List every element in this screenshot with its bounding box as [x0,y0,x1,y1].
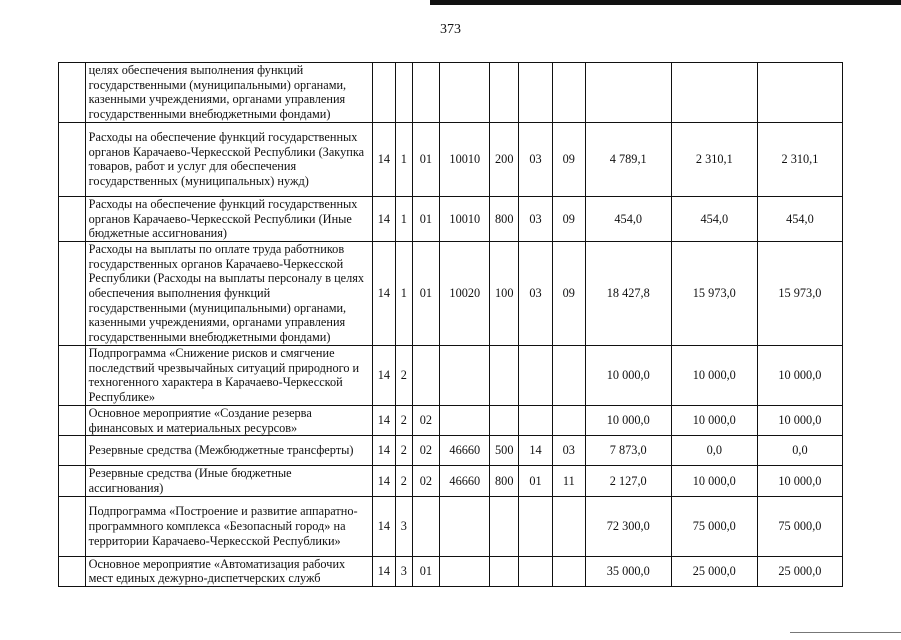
index-cell [59,405,86,435]
index-cell [59,466,86,496]
code-cell [412,496,440,556]
code-cell: 09 [552,241,585,345]
table-row [59,196,843,241]
code-cell [440,556,490,586]
amount-cell: 0,0 [671,436,757,466]
amount-cell [585,63,671,123]
description-cell: Основное мероприятие «Создание резерва финансовых и материальных ресурсов» [85,405,372,435]
table-row [59,496,843,556]
code-cell: 01 [412,196,440,241]
code-cell: 2 [396,436,412,466]
description-cell: Подпрограмма «Снижение рисков и смягчение последствий чрезвычайных ситуаций природного и техногенного характера в Карачаево-Черкесской Республике» [85,345,372,405]
table-row [59,63,843,123]
amount-cell: 25 000,0 [757,556,842,586]
code-cell: 500 [490,436,519,466]
amount-cell: 10 000,0 [671,466,757,496]
code-cell: 2 [396,345,412,405]
code-cell: 14 [372,496,396,556]
description-cell: Расходы на обеспечение функций государственных органов Карачаево-Черкесской Республики (Закупка товаров, работ и услуг для обеспечения государственных (муниципальных) нужд) [85,122,372,196]
code-cell: 14 [372,122,396,196]
code-cell: 03 [519,196,553,241]
code-cell: 46660 [440,436,490,466]
amount-cell: 454,0 [757,196,842,241]
table-row [59,122,843,196]
amount-cell [671,63,757,123]
code-cell: 3 [396,496,412,556]
code-cell [519,63,553,123]
code-cell: 2 [396,466,412,496]
code-cell: 14 [372,556,396,586]
description-cell: Основное мероприятие «Автоматизация рабочих мест единых дежурно-диспетчерских служб [85,556,372,586]
table-row [59,405,843,435]
page-number: 373 [440,22,461,37]
index-cell [59,496,86,556]
table-row [59,556,843,586]
code-cell: 09 [552,122,585,196]
code-cell: 10020 [440,241,490,345]
code-cell [552,496,585,556]
amount-cell: 25 000,0 [671,556,757,586]
code-cell: 1 [396,196,412,241]
description-cell: Резервные средства (Межбюджетные трансферты) [85,436,372,466]
code-cell: 1 [396,241,412,345]
bottom-rule [790,632,901,633]
index-cell [59,436,86,466]
code-cell: 01 [412,122,440,196]
index-cell [59,63,86,123]
code-cell: 11 [552,466,585,496]
amount-cell: 15 973,0 [757,241,842,345]
amount-cell: 72 300,0 [585,496,671,556]
code-cell [412,345,440,405]
table-row [59,466,843,496]
code-cell [490,63,519,123]
code-cell: 10010 [440,196,490,241]
top-rule [430,0,901,5]
budget-table [58,62,843,587]
amount-cell: 454,0 [671,196,757,241]
amount-cell: 10 000,0 [585,405,671,435]
code-cell [440,405,490,435]
code-cell: 14 [372,466,396,496]
code-cell: 03 [519,241,553,345]
amount-cell: 2 127,0 [585,466,671,496]
amount-cell: 75 000,0 [757,496,842,556]
code-cell [552,63,585,123]
code-cell: 800 [490,466,519,496]
code-cell [490,556,519,586]
amount-cell: 35 000,0 [585,556,671,586]
code-cell: 14 [372,241,396,345]
code-cell [519,405,553,435]
table-body [59,63,843,587]
index-cell [59,556,86,586]
amount-cell: 0,0 [757,436,842,466]
code-cell: 200 [490,122,519,196]
index-cell [59,122,86,196]
code-cell [519,556,553,586]
code-cell: 1 [396,122,412,196]
code-cell: 46660 [440,466,490,496]
code-cell [440,345,490,405]
code-cell: 02 [412,436,440,466]
code-cell: 14 [519,436,553,466]
amount-cell: 15 973,0 [671,241,757,345]
code-cell [490,405,519,435]
code-cell: 02 [412,405,440,435]
code-cell: 03 [552,436,585,466]
amount-cell: 2 310,1 [671,122,757,196]
code-cell: 14 [372,436,396,466]
amount-cell: 10 000,0 [585,345,671,405]
amount-cell: 18 427,8 [585,241,671,345]
code-cell: 3 [396,556,412,586]
index-cell [59,196,86,241]
code-cell [412,63,440,123]
code-cell [552,556,585,586]
code-cell [490,496,519,556]
code-cell: 800 [490,196,519,241]
description-cell: Расходы на обеспечение функций государственных органов Карачаево-Черкесской Республики (Иные бюджетные ассигнования) [85,196,372,241]
amount-cell: 454,0 [585,196,671,241]
amount-cell: 2 310,1 [757,122,842,196]
description-cell: Подпрограмма «Построение и развитие аппаратно-программного комплекса «Безопасный город» на территории Карачаево-Черкесской Республики» [85,496,372,556]
table-row [59,345,843,405]
table-row [59,241,843,345]
code-cell: 01 [412,556,440,586]
amount-cell: 75 000,0 [671,496,757,556]
code-cell: 02 [412,466,440,496]
amount-cell [757,63,842,123]
code-cell [396,63,412,123]
index-cell [59,241,86,345]
code-cell [519,345,553,405]
code-cell: 09 [552,196,585,241]
index-cell [59,345,86,405]
amount-cell: 10 000,0 [671,405,757,435]
code-cell [490,345,519,405]
code-cell [552,405,585,435]
code-cell: 14 [372,405,396,435]
code-cell: 14 [372,196,396,241]
amount-cell: 7 873,0 [585,436,671,466]
code-cell [372,63,396,123]
code-cell: 01 [519,466,553,496]
amount-cell: 10 000,0 [757,466,842,496]
code-cell: 100 [490,241,519,345]
amount-cell: 10 000,0 [671,345,757,405]
amount-cell: 4 789,1 [585,122,671,196]
code-cell [552,345,585,405]
code-cell [519,496,553,556]
code-cell [440,496,490,556]
description-cell: Расходы на выплаты по оплате труда работников государственных органов Карачаево-Черкесской Республики (Расходы на выплаты персоналу в целях обеспечения выполнения функций государственными (муниципальными) органами, казенными учреждениями, органами управления государственными внебюджетными фондами) [85,241,372,345]
code-cell: 2 [396,405,412,435]
description-cell: целях обеспечения выполнения функций государственными (муниципальными) органами, казенными учреждениями, органами управления государственными внебюджетными фондами) [85,63,372,123]
amount-cell: 10 000,0 [757,405,842,435]
code-cell: 01 [412,241,440,345]
code-cell: 10010 [440,122,490,196]
description-cell: Резервные средства (Иные бюджетные ассигнования) [85,466,372,496]
code-cell [440,63,490,123]
table-row [59,436,843,466]
amount-cell: 10 000,0 [757,345,842,405]
code-cell: 03 [519,122,553,196]
code-cell: 14 [372,345,396,405]
